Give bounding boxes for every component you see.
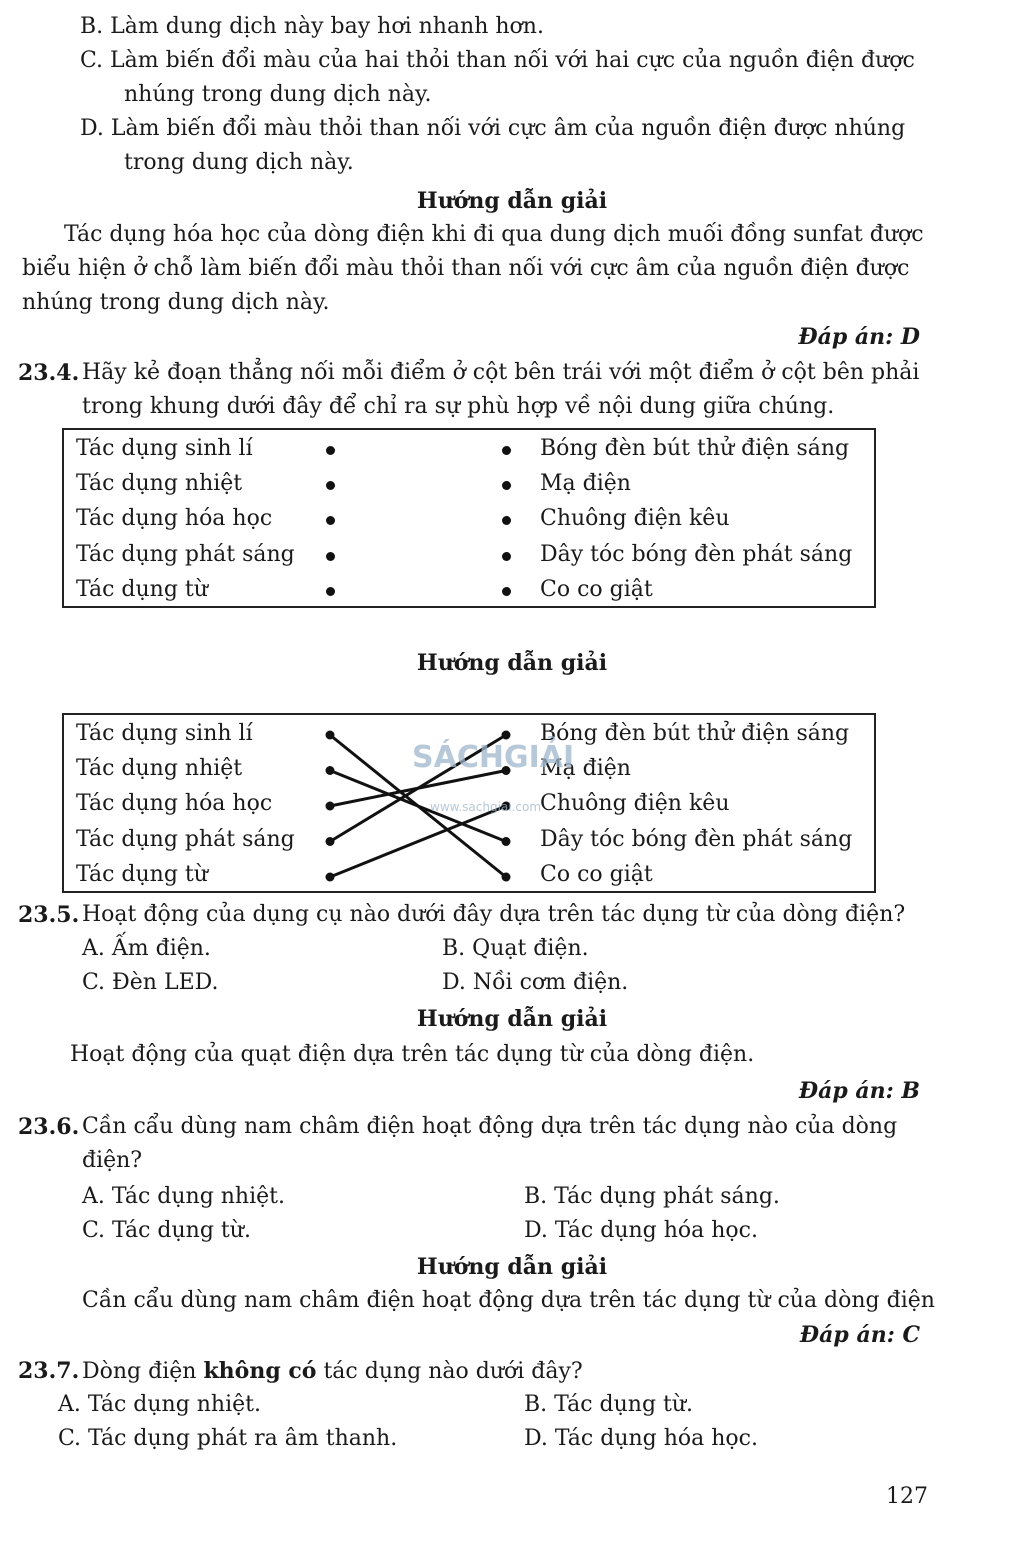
answer: Đáp án: B — [798, 1078, 920, 1104]
match-dot — [326, 731, 335, 740]
right-item: Bóng đèn bút thử điện sáng — [540, 436, 850, 461]
right-item: Dây tóc bóng đèn phát sáng — [540, 827, 853, 852]
right-item: Mạ điện — [540, 756, 631, 781]
left-dot[interactable] — [326, 446, 335, 455]
page-number: 127 — [886, 1484, 928, 1509]
guide-text-3: nhúng trong dung dịch này. — [22, 290, 330, 315]
question-number: 23.6. — [18, 1114, 80, 1140]
match-dot — [326, 837, 335, 846]
question-text-cont: trong khung dưới đây để chỉ ra sự phù hợp về nội dung giữa chúng. — [82, 394, 835, 419]
option-d-cont: trong dung dịch này. — [124, 150, 354, 175]
match-dot — [502, 837, 511, 846]
left-dot[interactable] — [326, 587, 335, 596]
left-dot[interactable] — [326, 481, 335, 490]
option-d: D. Làm biến đổi màu thỏi than nối với cực âm của nguồn điện được nhúng — [80, 116, 906, 141]
right-dot[interactable] — [502, 481, 511, 490]
right-dot[interactable] — [502, 587, 511, 596]
option-c-cont: nhúng trong dung dịch này. — [124, 82, 432, 107]
question-text: Hoạt động của dụng cụ nào dưới đây dựa trên tác dụng từ của dòng điện? — [82, 902, 906, 927]
match-dot — [326, 802, 335, 811]
left-item: Tác dụng từ — [76, 862, 208, 887]
question-text — [82, 1356, 583, 1387]
match-dot — [326, 873, 335, 882]
question-text-pre: Dòng điện — [82, 1359, 197, 1384]
option-d: D. Tác dụng hóa học. — [524, 1426, 758, 1451]
question-text: Hãy kẻ đoạn thẳng nối mỗi điểm ở cột bên trái với một điểm ở cột bên phải — [82, 360, 920, 385]
guide-text: Cần cẩu dùng nam châm điện hoạt động dựa trên tác dụng từ của dòng điện — [82, 1288, 935, 1313]
guide-title: Hướng dẫn giải — [416, 188, 608, 214]
watermark-logo: SÁCHGIẢI — [412, 740, 575, 775]
watermark-url: www.sachgiai.com — [430, 800, 542, 814]
left-item: Tác dụng phát sáng — [76, 827, 295, 852]
left-dot[interactable] — [326, 516, 335, 525]
right-item: Chuông điện kêu — [540, 506, 730, 531]
question-text: Cần cẩu dùng nam châm điện hoạt động dựa trên tác dụng nào của dòng — [82, 1114, 898, 1139]
right-item: Mạ điện — [540, 471, 631, 496]
left-item: Tác dụng nhiệt — [76, 471, 243, 496]
left-item: Tác dụng sinh lí — [76, 721, 253, 746]
option-c: C. Tác dụng từ. — [82, 1218, 251, 1243]
guide-title: Hướng dẫn giải — [416, 1254, 608, 1280]
right-item: Co co giật — [540, 577, 653, 602]
left-item: Tác dụng từ — [76, 577, 208, 602]
left-item: Tác dụng nhiệt — [76, 756, 243, 781]
option-c: C. Tác dụng phát ra âm thanh. — [58, 1426, 398, 1451]
option-b: B. Quạt điện. — [442, 936, 589, 961]
question-number: 23.5. — [18, 902, 80, 928]
right-item: Chuông điện kêu — [540, 791, 730, 816]
answer: Đáp án: C — [799, 1322, 920, 1348]
left-item: Tác dụng phát sáng — [76, 542, 295, 567]
guide-text: Hoạt động của quạt điện dựa trên tác dụng từ của dòng điện. — [70, 1042, 755, 1067]
matching-table — [62, 428, 876, 608]
match-dot — [502, 731, 511, 740]
right-item: Co co giật — [540, 862, 653, 887]
right-item: Dây tóc bóng đèn phát sáng — [540, 542, 853, 567]
left-item: Tác dụng hóa học — [76, 791, 273, 816]
left-dot[interactable] — [326, 552, 335, 561]
option-d: D. Tác dụng hóa học. — [524, 1218, 758, 1243]
right-dot[interactable] — [502, 516, 511, 525]
option-c: C. Đèn LED. — [82, 970, 219, 995]
question-text-emphasis: không có — [203, 1358, 317, 1384]
option-c: C. Làm biến đổi màu của hai thỏi than nối với hai cực của nguồn điện được — [80, 48, 915, 73]
right-dot[interactable] — [502, 552, 511, 561]
option-d: D. Nồi cơm điện. — [442, 970, 629, 995]
question-number: 23.4. — [18, 360, 80, 386]
option-b: B. Tác dụng từ. — [524, 1392, 694, 1417]
right-item: Bóng đèn bút thử điện sáng — [540, 721, 850, 746]
right-dot[interactable] — [502, 446, 511, 455]
guide-text-1: Tác dụng hóa học của dòng điện khi đi qua dung dịch muối đồng sunfat được — [64, 222, 924, 247]
question-number: 23.7. — [18, 1358, 80, 1384]
option-b: B. Làm dung dịch này bay hơi nhanh hơn. — [80, 14, 544, 39]
option-a: A. Tác dụng nhiệt. — [58, 1392, 261, 1417]
guide-title: Hướng dẫn giải — [416, 1006, 608, 1032]
match-dot — [502, 873, 511, 882]
option-a: A. Tác dụng nhiệt. — [82, 1184, 285, 1209]
question-text-post: tác dụng nào dưới đây? — [323, 1359, 583, 1384]
question-text-cont: điện? — [82, 1148, 143, 1173]
option-a: A. Ấm điện. — [82, 936, 211, 961]
guide-text-2: biểu hiện ở chỗ làm biến đổi màu thỏi than nối với cực âm của nguồn điện được — [22, 256, 910, 281]
answer: Đáp án: D — [798, 324, 920, 350]
match-line — [330, 806, 506, 877]
match-dot — [326, 766, 335, 775]
left-item: Tác dụng sinh lí — [76, 436, 253, 461]
left-item: Tác dụng hóa học — [76, 506, 273, 531]
option-b: B. Tác dụng phát sáng. — [524, 1184, 780, 1209]
guide-title-2: Hướng dẫn giải — [416, 650, 608, 676]
